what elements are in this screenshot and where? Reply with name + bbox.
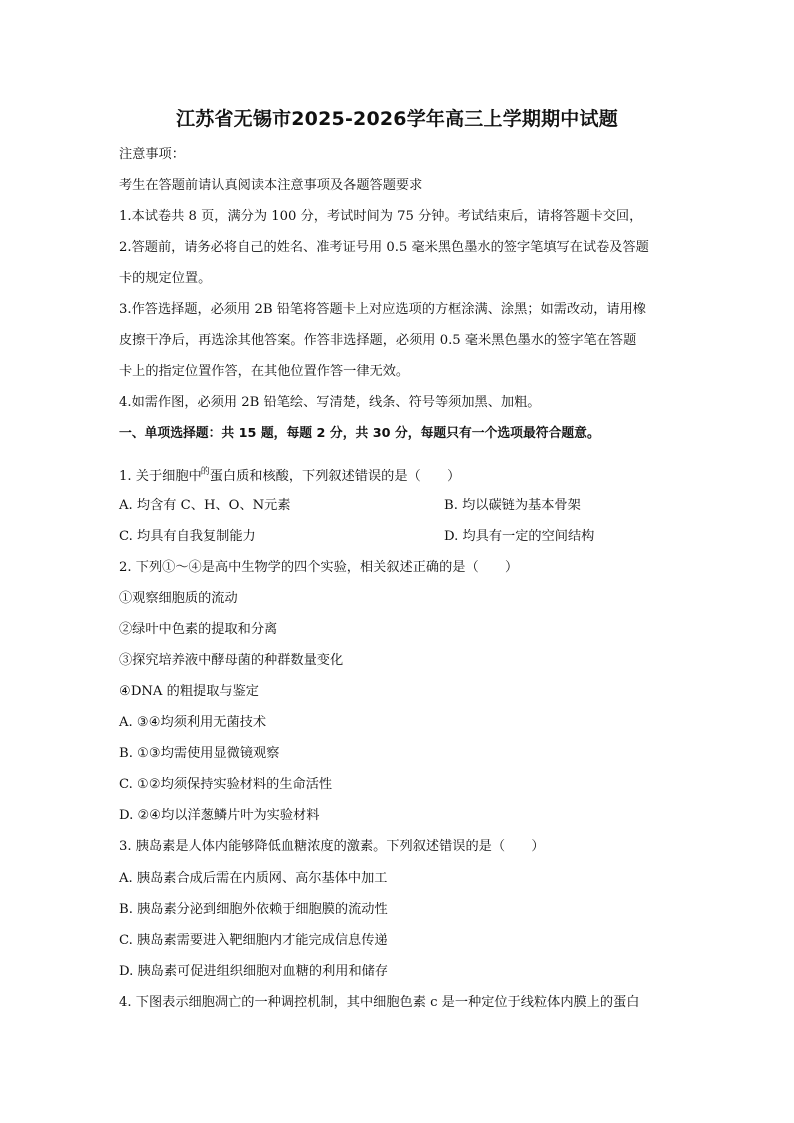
notice-item-3-line-2: 皮擦干净后，再选涂其他答案。作答非选择题，必须用 0.5 毫米黑色墨水的签字笔在答题 (119, 333, 637, 348)
question-1-stem (119, 462, 679, 487)
question-2-option-d: D. ②④均以洋葱鳞片叶为实验材料 (119, 808, 320, 823)
notice-item-4: 4.如需作图，必须用 2B 铅笔绘、写清楚，线条、符号等须加黑、加粗。 (119, 395, 541, 410)
question-3-stem: 3. 胰岛素是人体内能够降低血糖浓度的激素。下列叙述错误的是（ ） (119, 839, 545, 854)
question-3-option-a: A. 胰岛素合成后需在内质网、高尔基体中加工 (119, 871, 388, 886)
question-1-stem-part-a: 1. 关于细胞中 (119, 469, 202, 484)
question-1-option-a: A. 均含有 C、H、O、N元素 (119, 498, 291, 513)
question-4-stem: 4. 下图表示细胞凋亡的一种调控机制，其中细胞色素 c 是一种定位于线粒体内膜上的蛋白 (119, 995, 640, 1010)
page-title: 江苏省无锡市2025-2026学年高三上学期期中试题 (176, 108, 618, 130)
question-1-stem-part-b: 蛋白质和核酸，下列叙述错误的是（ ） (209, 469, 461, 484)
question-2-experiment-2: ②绿叶中色素的提取和分离 (119, 622, 278, 637)
question-3-option-d: D. 胰岛素可促进组织细胞对血糖的利用和储存 (119, 964, 389, 979)
question-2-option-a: A. ③④均须利用无菌技术 (119, 715, 267, 730)
notice-heading: 注意事项： (119, 147, 185, 162)
question-3-option-c: C. 胰岛素需要进入靶细胞内才能完成信息传递 (119, 933, 388, 948)
question-2-option-b: B. ①③均需使用显微镜观察 (119, 746, 280, 761)
notice-item-2-line-2: 卡的规定位置。 (119, 271, 212, 286)
notice-item-3-line-3: 卡上的指定位置作答，在其他位置作答一律无效。 (119, 364, 410, 379)
notice-intro: 考生在答题前请认真阅读本注意事项及各题答题要求 (119, 178, 423, 193)
question-1-option-d: D. 均具有一定的空间结构 (444, 529, 595, 544)
notice-item-2-line-1: 2.答题前，请务必将自己的姓名、准考证号用 0.5 毫米黑色墨水的签字笔填写在试卷及答题 (119, 240, 649, 255)
question-2-experiment-3: ③探究培养液中酵母菌的种群数量变化 (119, 653, 344, 668)
notice-item-3-line-1: 3.作答选择题，必须用 2B 铅笔将答题卡上对应选项的方框涂满、涂黑；如需改动，请用橡 (119, 302, 646, 317)
question-1-stem-superscript: 的 (200, 467, 210, 477)
question-2-option-c: C. ①②均须保持实验材料的生命活性 (119, 777, 333, 792)
question-3-option-b: B. 胰岛素分泌到细胞外依赖于细胞膜的流动性 (119, 902, 388, 917)
notice-item-1: 1.本试卷共 8 页，满分为 100 分，考试时间为 75 分钟。考试结束后，请将答题卡交回， (119, 209, 643, 224)
question-1-option-c: C. 均具有自我复制能力 (119, 529, 256, 544)
question-1-option-b: B. 均以碳链为基本骨架 (444, 498, 581, 513)
section-heading: 一、单项选择题：共 15 题，每题 2 分，共 30 分，每题只有一个选项最符合题意。 (119, 426, 600, 441)
question-2-experiment-4: ④DNA 的粗提取与鉴定 (119, 684, 259, 699)
question-2-experiment-1: ①观察细胞质的流动 (119, 591, 238, 606)
question-2-stem: 2. 下列①～④是高中生物学的四个实验，相关叙述正确的是（ ） (119, 560, 519, 575)
